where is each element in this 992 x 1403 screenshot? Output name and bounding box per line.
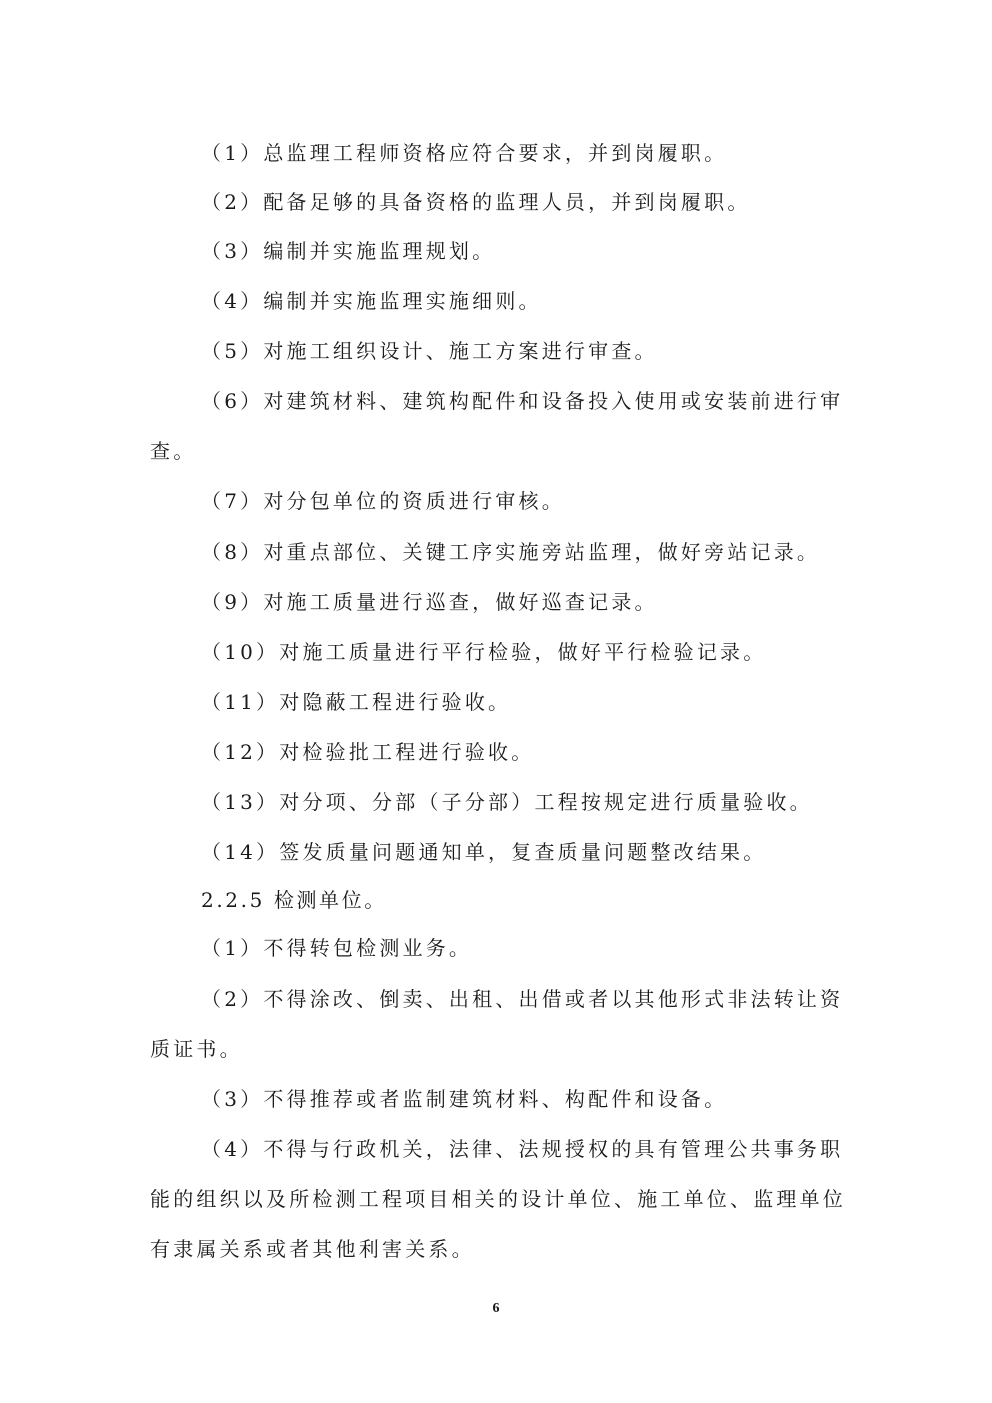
- paragraph-line: （9）对施工质量进行巡查，做好巡查记录。: [201, 590, 658, 614]
- page-number: 6: [492, 1301, 500, 1316]
- paragraph-line: 查。: [150, 439, 197, 463]
- paragraph-line: （2）不得涂改、倒卖、出租、出借或者以其他形式非法转让资: [201, 987, 844, 1011]
- paragraph-line: （12）对检验批工程进行验收。: [201, 740, 535, 764]
- paragraph-line: （7）对分包单位的资质进行审核。: [201, 489, 565, 513]
- paragraph-line: （4）不得与行政机关，法律、法规授权的具有管理公共事务职: [201, 1137, 844, 1161]
- section-heading: 2.2.5 检测单位。: [201, 888, 387, 912]
- paragraph-line: （5）对施工组织设计、施工方案进行审查。: [201, 339, 658, 363]
- paragraph-line: 有隶属关系或者其他利害关系。: [150, 1237, 475, 1261]
- paragraph-line: （1）总监理工程师资格应符合要求，并到岗履职。: [201, 141, 728, 165]
- paragraph-line: （13）对分项、分部（子分部）工程按规定进行质量验收。: [201, 790, 813, 814]
- paragraph-line: （4）编制并实施监理实施细则。: [201, 289, 542, 313]
- paragraph-line: （2）配备足够的具备资格的监理人员，并到岗履职。: [201, 190, 751, 214]
- paragraph-line: （1）不得转包检测业务。: [201, 936, 473, 960]
- paragraph-line: （6）对建筑材料、建筑构配件和设备投入使用或安装前进行审: [201, 389, 844, 413]
- paragraph-line: （8）对重点部位、关键工序实施旁站监理，做好旁站记录。: [201, 540, 821, 564]
- paragraph-line: （11）对隐蔽工程进行验收。: [201, 690, 512, 714]
- paragraph-line: （14）签发质量问题通知单，复查质量问题整改结果。: [201, 840, 767, 864]
- paragraph-line: （3）编制并实施监理规划。: [201, 239, 496, 263]
- paragraph-line: 能的组织以及所检测工程项目相关的设计单位、施工单位、监理单位: [150, 1187, 846, 1211]
- paragraph-line: （10）对施工质量进行平行检验，做好平行检验记录。: [201, 640, 767, 664]
- paragraph-line: （3）不得推荐或者监制建筑材料、构配件和设备。: [201, 1087, 728, 1111]
- paragraph-line: 质证书。: [150, 1037, 243, 1061]
